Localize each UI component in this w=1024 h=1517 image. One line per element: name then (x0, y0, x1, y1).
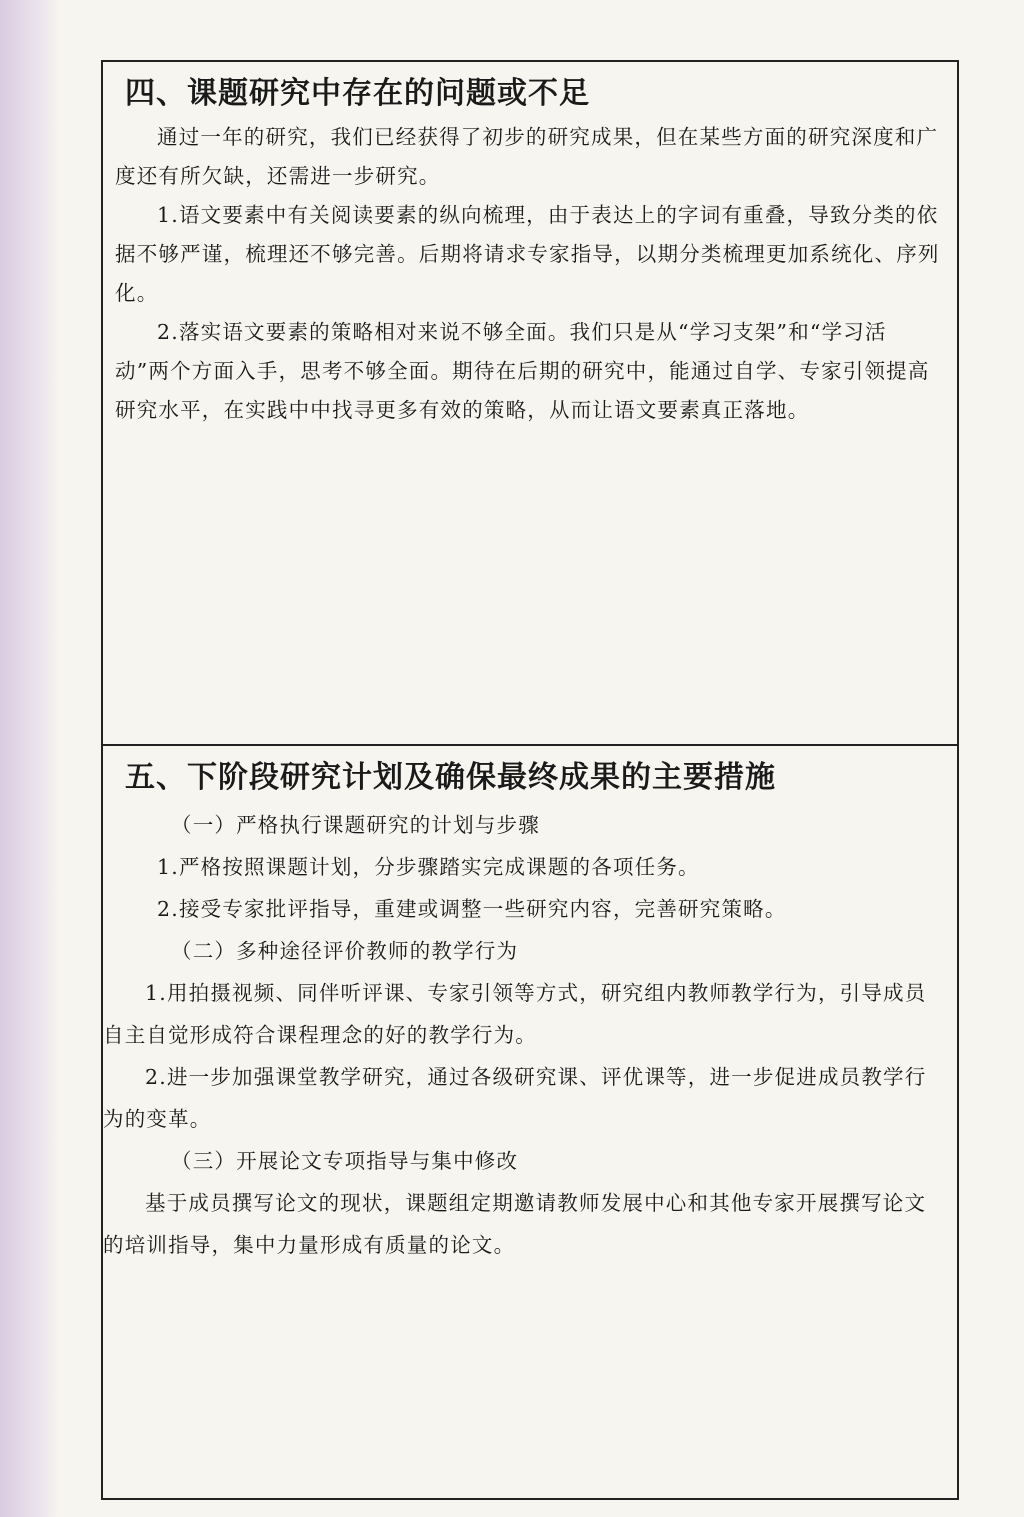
plan-item: 2.接受专家批评指导，重建或调整一些研究内容，完善研究策略。 (157, 897, 787, 921)
subheading-1: （一）严格执行课题研究的计划与步骤 (171, 813, 540, 837)
report-form-table (101, 60, 959, 1500)
plan-item: 1.用拍摄视频、同伴听评课、专家引领等方式，研究组内教师教学行为，引导成员自主自觉形成符合课程理念的好的教学行为。 (103, 981, 927, 1047)
plan-item: 基于成员撰写论文的现状，课题组定期邀请教师发展中心和其他专家开展撰写论文的培训指导，集中力量形成有质量的论文。 (103, 1191, 927, 1257)
section-problems (103, 62, 957, 746)
section-4-paragraph: 2.落实语文要素的策略相对来说不够全面。我们只是从“学习支架”和“学习活动”两个方面入手，思考不够全面。期待在后期的研究中，能通过自学、专家引领提高研究水平，在实践中中找寻更多有效的策略，从而让语文要素真正落地。 (115, 320, 930, 422)
section-4-paragraph: 1.语文要素中有关阅读要素的纵向梳理，由于表达上的字词有重叠，导致分类的依据不够严谨，梳理还不够完善。后期将请求专家指导，以期分类梳理更加系统化、序列化。 (115, 203, 940, 305)
plan-item: 1.严格按照课题计划，分步骤踏实完成课题的各项任务。 (157, 855, 700, 879)
section-4-paragraph: 通过一年的研究，我们已经获得了初步的研究成果，但在某些方面的研究深度和广度还有所欠缺，还需进一步研究。 (115, 125, 939, 188)
subheading-3: （三）开展论文专项指导与集中修改 (171, 1149, 519, 1173)
subheading-2: （二）多种途径评价教师的教学行为 (171, 939, 519, 963)
section-next-plan (103, 746, 957, 1498)
plan-item: 2.进一步加强课堂教学研究，通过各级研究课、评优课等，进一步促进成员教学行为的变革。 (103, 1065, 927, 1131)
page-edge-shadow (0, 0, 60, 1517)
section-4-title: 四、课题研究中存在的问题或不足 (125, 76, 590, 111)
section-5-title: 五、下阶段研究计划及确保最终成果的主要措施 (125, 760, 776, 795)
